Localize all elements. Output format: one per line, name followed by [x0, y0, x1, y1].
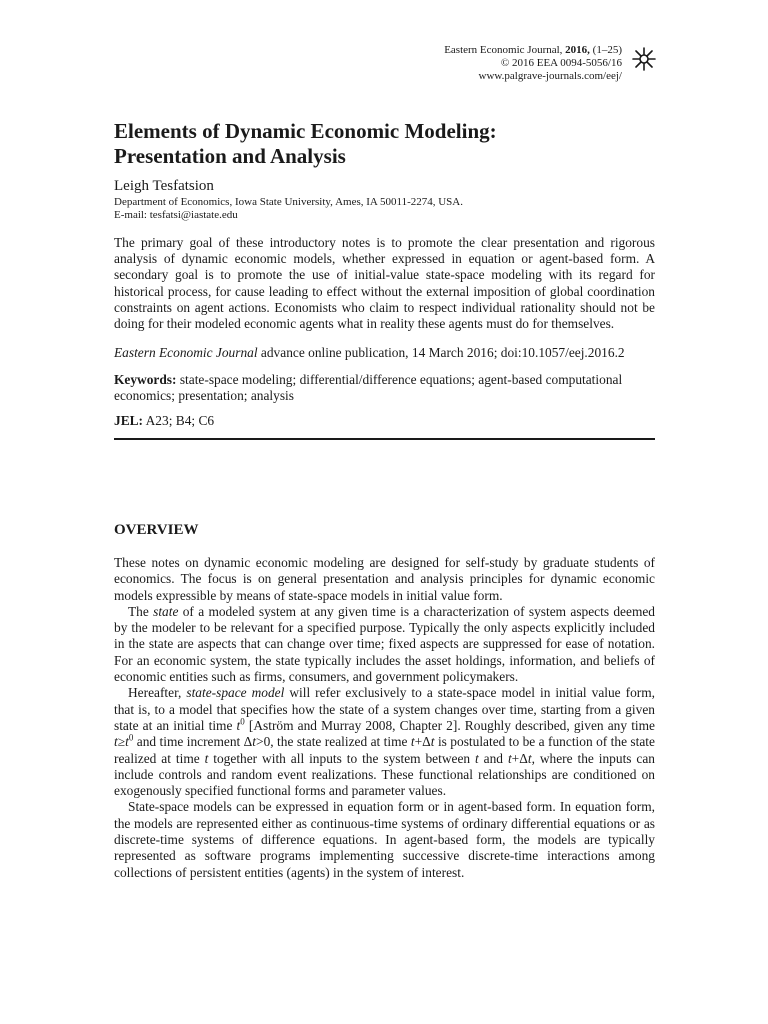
citation-journal: Eastern Economic Journal — [114, 345, 258, 360]
math-symbol: t — [252, 734, 257, 750]
text-run: >0, the state realized at time — [256, 734, 411, 750]
journal-pages: (1–25) — [592, 44, 622, 56]
body-text — [114, 555, 655, 881]
abstract-text: The primary goal of these introductory notes is to promote the clear presentation and rigorous analysis of dynamic economic models, whether expressed in equation or agent-based form. A secondary goal is to promote the use of initial-value state-space modeling with its regard for historical process, for cause leading to effect without the external imposition of global coordination constraints on agent actions. Economists who claim to respect individual rationality should not be doing for their modeled economic agents what in reality these agents must do for themselves. — [114, 235, 655, 332]
jel-text: A23; B4; C6 — [143, 413, 215, 428]
math-symbol: t — [114, 734, 118, 750]
paragraph-3 — [114, 685, 655, 799]
math-symbol: t — [430, 734, 435, 750]
text-run: , where the inputs can include controls and random event realizations. These functional relationships are conditioned on exogenously specified functional forms and parameter values. — [114, 750, 655, 799]
paragraph-2 — [114, 604, 655, 685]
journal-year: 2016, — [565, 44, 590, 56]
author-name: Leigh Tesfatsion — [114, 178, 214, 194]
text-run: and time increment Δ — [133, 734, 253, 750]
text-run: and — [478, 750, 508, 766]
math-symbol: t — [410, 734, 415, 750]
copyright-line: © 2016 EEA 0094-5056/16 — [500, 57, 622, 69]
journal-name: Eastern Economic Journal, — [444, 44, 563, 56]
section-heading-overview: OVERVIEW — [114, 522, 199, 538]
paragraph-1: These notes on dynamic economic modeling are designed for self-study by graduate students of economics. The focus is on general presentation and analysis principles for dynamic economic models expressible by means of state-space models in initial value form. — [114, 555, 655, 603]
math-symbol: t — [125, 734, 129, 750]
author-affiliation — [114, 196, 463, 222]
paper-title — [114, 119, 674, 169]
affiliation-line: Department of Economics, Iowa State University, Ames, IA 50011-2274, USA. — [114, 196, 463, 208]
math-symbol: t — [236, 717, 241, 733]
abstract — [114, 235, 655, 332]
math-operator: ≥ — [117, 734, 126, 750]
math-symbol: t — [475, 750, 479, 766]
text-run: [Aström and Murray 2008, Chapter 2]. Roughly described, given any time — [244, 717, 655, 733]
journal-header — [444, 44, 622, 83]
text-run: together with all inputs to the system between — [208, 750, 476, 766]
math-symbol: t — [204, 750, 209, 766]
term-state: state — [153, 603, 179, 619]
citation-line — [114, 345, 674, 361]
keywords-text: state-space modeling; differential/difference equations; agent-based computational economics; presentation; analysis — [114, 372, 623, 403]
text-run: +Δ — [511, 750, 528, 766]
jel-label: JEL: — [114, 413, 144, 428]
text-run: The — [128, 603, 154, 619]
journal-info-line — [444, 44, 622, 57]
text-run: is postulated to be a function of the state realized at time — [114, 734, 655, 766]
text-run: Hereafter, — [128, 685, 187, 701]
section-divider — [114, 438, 655, 440]
paragraph-4: State-space models can be expressed in equation form or in agent-based form. In equation form, the models are represented either as continuous-time systems of ordinary differential equations or as discrete-time systems of difference equations. In agent-based form, the models are typically represented as software programs implementing successive discrete-time interactions among collections of persistent entities (agents) in the system of interest. — [114, 799, 655, 880]
paper-title-line1: Elements of Dynamic Economic Modeling: — [114, 119, 497, 143]
text-run: of a modeled system at any given time is a characterization of system aspects deemed by the modeler to be relevant for a specified purpose. Typically the only aspects explicitly included in the state are aspects that can change over time; fixed aspects are suppressed for ease of notation. For an economic system, the state typically includes the asset holdings, information, and beliefs of economic entities such as firms, consumers, and government policymakers. — [114, 603, 655, 685]
publisher-logo-icon — [631, 46, 657, 72]
term-state-space-model: state-space model — [186, 685, 285, 701]
text-run: will refer exclusively to a state-space model in initial value form, that is, to a model that specifies how the state of a system changes over time, starting from a given state at an initial time — [114, 685, 656, 733]
math-superscript: 0 — [240, 716, 245, 727]
keywords-label: Keywords: — [114, 372, 177, 387]
keywords-block — [114, 372, 655, 404]
math-symbol: t — [507, 750, 512, 766]
author-email: E-mail: tesfatsi@iastate.edu — [114, 209, 238, 221]
citation-details: advance online publication, 14 March 2016; doi:10.1057/eej.2016.2 — [257, 345, 625, 360]
math-symbol: t — [527, 750, 532, 766]
journal-url: www.palgrave-journals.com/eej/ — [478, 70, 622, 82]
math-superscript: 0 — [128, 732, 134, 743]
paper-title-line2: Presentation and Analysis — [114, 144, 346, 168]
text-run: +Δ — [414, 734, 431, 750]
jel-codes — [114, 413, 214, 429]
